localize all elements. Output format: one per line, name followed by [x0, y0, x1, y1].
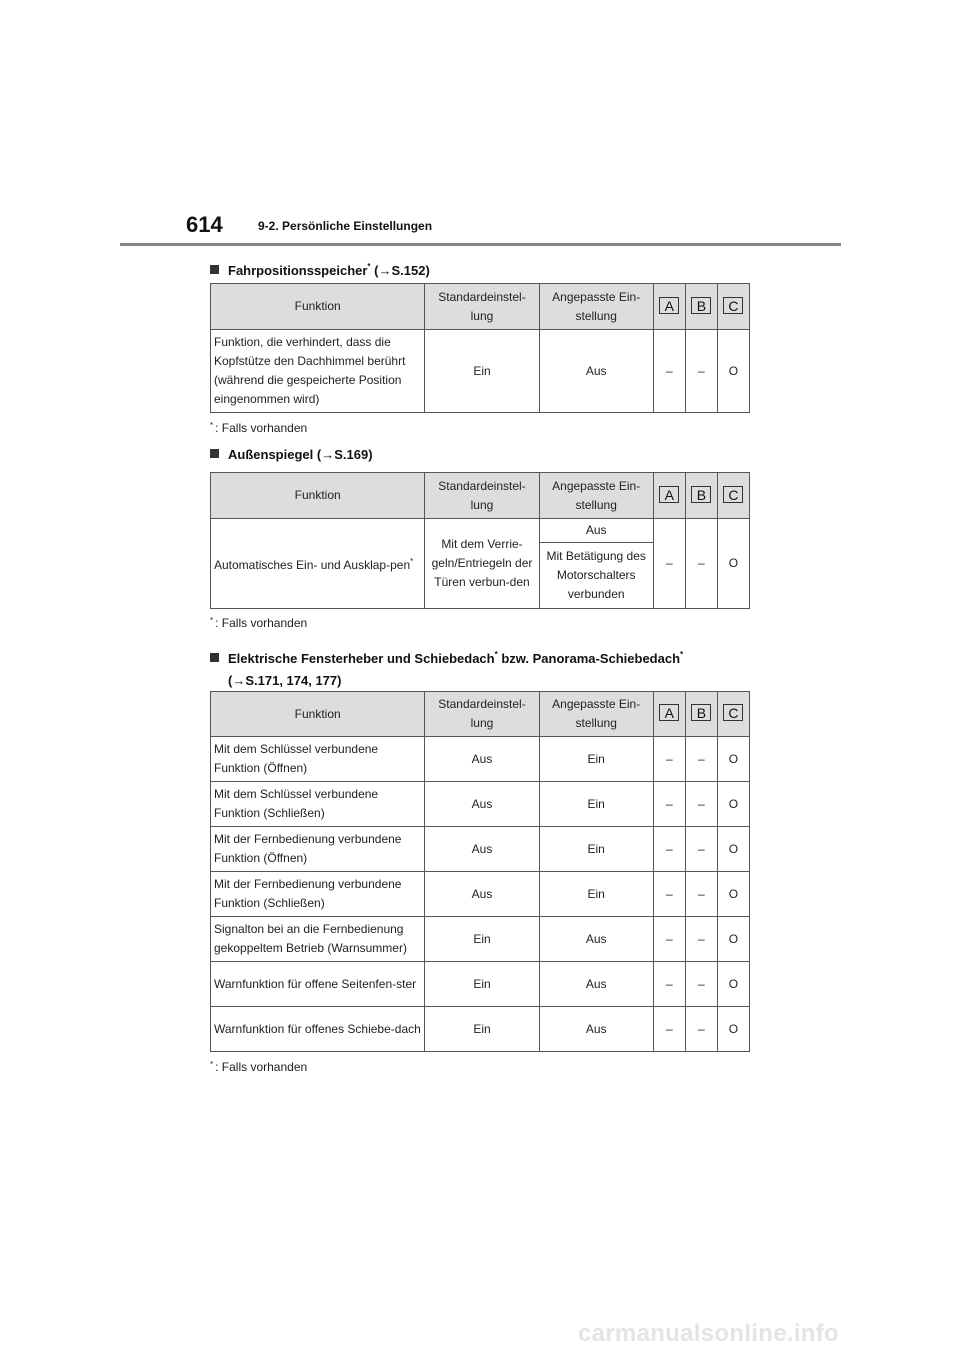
cell-function: Mit der Fernbedienung verbundene Funktion (Öffnen)	[211, 827, 425, 872]
cell-c: O	[717, 917, 749, 962]
cell-b: –	[685, 962, 717, 1007]
table-row	[211, 737, 750, 782]
table-row	[211, 1007, 750, 1052]
arrow-icon: →	[232, 673, 246, 688]
arrow-icon: →	[378, 263, 392, 278]
column-header-b: B	[685, 284, 717, 330]
column-header-a: A	[653, 473, 685, 519]
cell-function: Funktion, die verhindert, dass die Kopfstütze den Dachhimmel berührt (während die gespeicherte Position eingenommen wird)	[211, 330, 425, 413]
cell-function: Mit der Fernbedienung verbundene Funktion (Schließen)	[211, 872, 425, 917]
cell-custom: Aus	[539, 1007, 653, 1052]
cell-a: –	[653, 827, 685, 872]
cell-c: O	[717, 782, 749, 827]
cell-a: –	[653, 330, 685, 413]
cell-custom-option-2: Mit Betätigung des Motorschalters verbunden	[539, 543, 653, 609]
settings-table-exterior-mirrors	[210, 472, 750, 609]
cell-b: –	[685, 519, 717, 609]
cell-c: O	[717, 962, 749, 1007]
cell-function: Mit dem Schlüssel verbundene Funktion (Öffnen)	[211, 737, 425, 782]
bullet-icon	[210, 265, 219, 274]
page-number: 614	[186, 212, 223, 237]
cell-c: O	[717, 827, 749, 872]
cell-a: –	[653, 917, 685, 962]
column-header-default: Standardeinstel- lung	[425, 284, 539, 330]
cell-b: –	[685, 827, 717, 872]
column-header-default: Standardeinstel- lung	[425, 473, 539, 519]
watermark: carmanualsonline.info	[578, 1320, 840, 1347]
cell-function: Signalton bei an die Fernbedienung gekoppeltem Betrieb (Warnsummer)	[211, 917, 425, 962]
column-header-b: B	[685, 692, 717, 737]
cell-custom: Ein	[539, 872, 653, 917]
cell-b: –	[685, 872, 717, 917]
cell-b: –	[685, 330, 717, 413]
footnote: * : Falls vorhanden	[210, 1060, 308, 1074]
cell-default: Aus	[425, 872, 539, 917]
cell-b: –	[685, 782, 717, 827]
cell-a: –	[653, 1007, 685, 1052]
settings-table-power-windows	[210, 691, 750, 1052]
table-row	[211, 782, 750, 827]
cell-c: O	[717, 737, 749, 782]
cell-c: O	[717, 872, 749, 917]
cell-a: –	[653, 962, 685, 1007]
settings-table-driving-position	[210, 283, 750, 413]
cell-b: –	[685, 737, 717, 782]
column-header-a: A	[653, 692, 685, 737]
section-heading-exterior-mirrors: Außenspiegel (→S.169)	[210, 444, 373, 466]
header-rule	[120, 243, 841, 246]
column-header-function: Funktion	[211, 473, 425, 519]
cell-default: Ein	[425, 962, 539, 1007]
cell-function: Automatisches Ein- und Ausklap-pen*	[211, 519, 425, 609]
column-header-c: C	[717, 473, 749, 519]
cell-custom: Ein	[539, 782, 653, 827]
chapter-title: 9-2. Persönliche Einstellungen	[258, 219, 433, 233]
table-row	[211, 827, 750, 872]
footnote: * : Falls vorhanden	[210, 616, 308, 630]
column-header-function: Funktion	[211, 284, 425, 330]
footnote: * : Falls vorhanden	[210, 421, 308, 435]
cell-c: O	[717, 1007, 749, 1052]
cell-function: Warnfunktion für offene Seitenfen-ster	[211, 962, 425, 1007]
section-heading-driving-position-memory: Fahrpositionsspeicher* (→S.152)	[210, 256, 430, 282]
cell-default: Aus	[425, 782, 539, 827]
bullet-icon	[210, 653, 219, 662]
cell-default: Aus	[425, 827, 539, 872]
table-row	[211, 962, 750, 1007]
cell-b: –	[685, 917, 717, 962]
cell-function: Mit dem Schlüssel verbundene Funktion (Schließen)	[211, 782, 425, 827]
cell-default: Ein	[425, 917, 539, 962]
cell-b: –	[685, 1007, 717, 1052]
table-row	[211, 917, 750, 962]
column-header-c: C	[717, 284, 749, 330]
cell-custom-option-1: Aus	[539, 519, 653, 543]
section-heading-power-windows-sunroof: Elektrische Fensterheber und Schiebedach* bzw. Panorama-Schiebedach* (→S.171, 174, 177)	[210, 644, 683, 692]
cell-default: Aus	[425, 737, 539, 782]
cell-a: –	[653, 872, 685, 917]
arrow-icon: →	[321, 447, 335, 462]
cell-a: –	[653, 737, 685, 782]
column-header-b: B	[685, 473, 717, 519]
cell-default: Mit dem Verrie-geln/Entriegeln der Türen verbun-den	[425, 519, 539, 609]
table-row	[211, 519, 750, 543]
cell-c: O	[717, 330, 749, 413]
cell-custom: Aus	[539, 917, 653, 962]
cell-a: –	[653, 782, 685, 827]
cell-custom: Aus	[539, 330, 653, 413]
column-header-custom: Angepasste Ein- stellung	[539, 284, 653, 330]
cell-custom: Aus	[539, 962, 653, 1007]
cell-default: Ein	[425, 330, 539, 413]
cell-custom: Ein	[539, 737, 653, 782]
table-row	[211, 330, 750, 413]
bullet-icon	[210, 449, 219, 458]
column-header-custom: Angepasste Ein- stellung	[539, 692, 653, 737]
cell-custom: Ein	[539, 827, 653, 872]
cell-c: O	[717, 519, 749, 609]
table-row	[211, 872, 750, 917]
cell-function: Warnfunktion für offenes Schiebe-dach	[211, 1007, 425, 1052]
column-header-a: A	[653, 284, 685, 330]
cell-a: –	[653, 519, 685, 609]
column-header-default: Standardeinstel- lung	[425, 692, 539, 737]
column-header-function: Funktion	[211, 692, 425, 737]
cell-default: Ein	[425, 1007, 539, 1052]
column-header-c: C	[717, 692, 749, 737]
column-header-custom: Angepasste Ein- stellung	[539, 473, 653, 519]
